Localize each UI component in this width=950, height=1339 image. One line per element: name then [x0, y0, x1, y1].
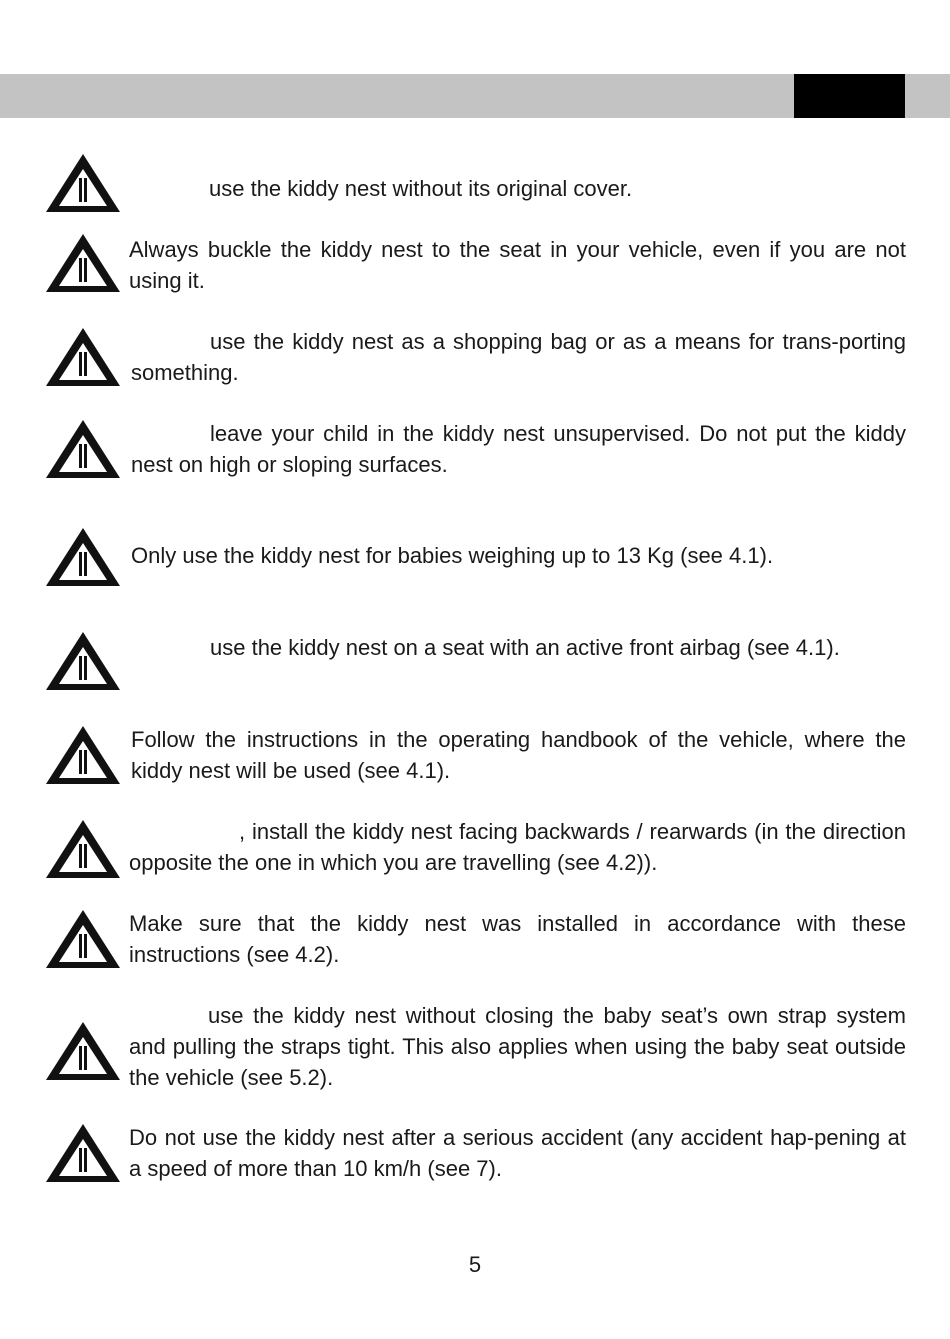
warning-triangle-icon [44, 326, 122, 388]
warning-triangle-icon [44, 908, 122, 970]
warning-text: , install the kiddy nest facing backwards / rearwards (in the direction opposite the one in which you are travelling (see 4.2)). [129, 819, 906, 875]
page-number: 5 [468, 1252, 482, 1277]
warning-triangle-icon [44, 526, 122, 588]
warning-text: use the kiddy nest as a shopping bag or as a means for trans-porting something. [131, 329, 906, 385]
warning-text: use the kiddy nest without its original cover. [209, 176, 633, 201]
warning-text: Always buckle the kiddy nest to the seat in your vehicle, even if you are not using it. [129, 237, 906, 293]
header-section-tab [794, 74, 905, 118]
warning-text: Make sure that the kiddy nest was installed in accordance with these instructions (see 4.2). [129, 911, 906, 967]
warning-text: use the kiddy nest without closing the baby seat’s own strap system and pulling the straps tight. This also applies when using the baby seat outside the vehicle (see 5.2). [129, 1003, 906, 1090]
warning-triangle-icon [44, 232, 122, 294]
warning-triangle-icon [44, 418, 122, 480]
warning-triangle-icon [44, 1122, 122, 1184]
warning-triangle-icon [44, 724, 122, 786]
warning-triangle-icon [44, 152, 122, 214]
warning-triangle-icon [44, 630, 122, 692]
warning-text: Do not use the kiddy nest after a serious accident (any accident hap-pening at a speed of more than 10 km/h (see 7). [129, 1125, 906, 1181]
warning-text: Follow the instructions in the operating handbook of the vehicle, where the kiddy nest will be used (see 4.1). [131, 727, 906, 783]
warning-text: Only use the kiddy nest for babies weighing up to 13 Kg (see 4.1). [131, 543, 774, 568]
warning-text: use the kiddy nest on a seat with an active front airbag (see 4.1). [210, 635, 840, 660]
warning-triangle-icon [44, 1020, 122, 1082]
warning-triangle-icon [44, 818, 122, 880]
warning-text: leave your child in the kiddy nest unsupervised. Do not put the kiddy nest on high or sloping surfaces. [131, 421, 906, 477]
